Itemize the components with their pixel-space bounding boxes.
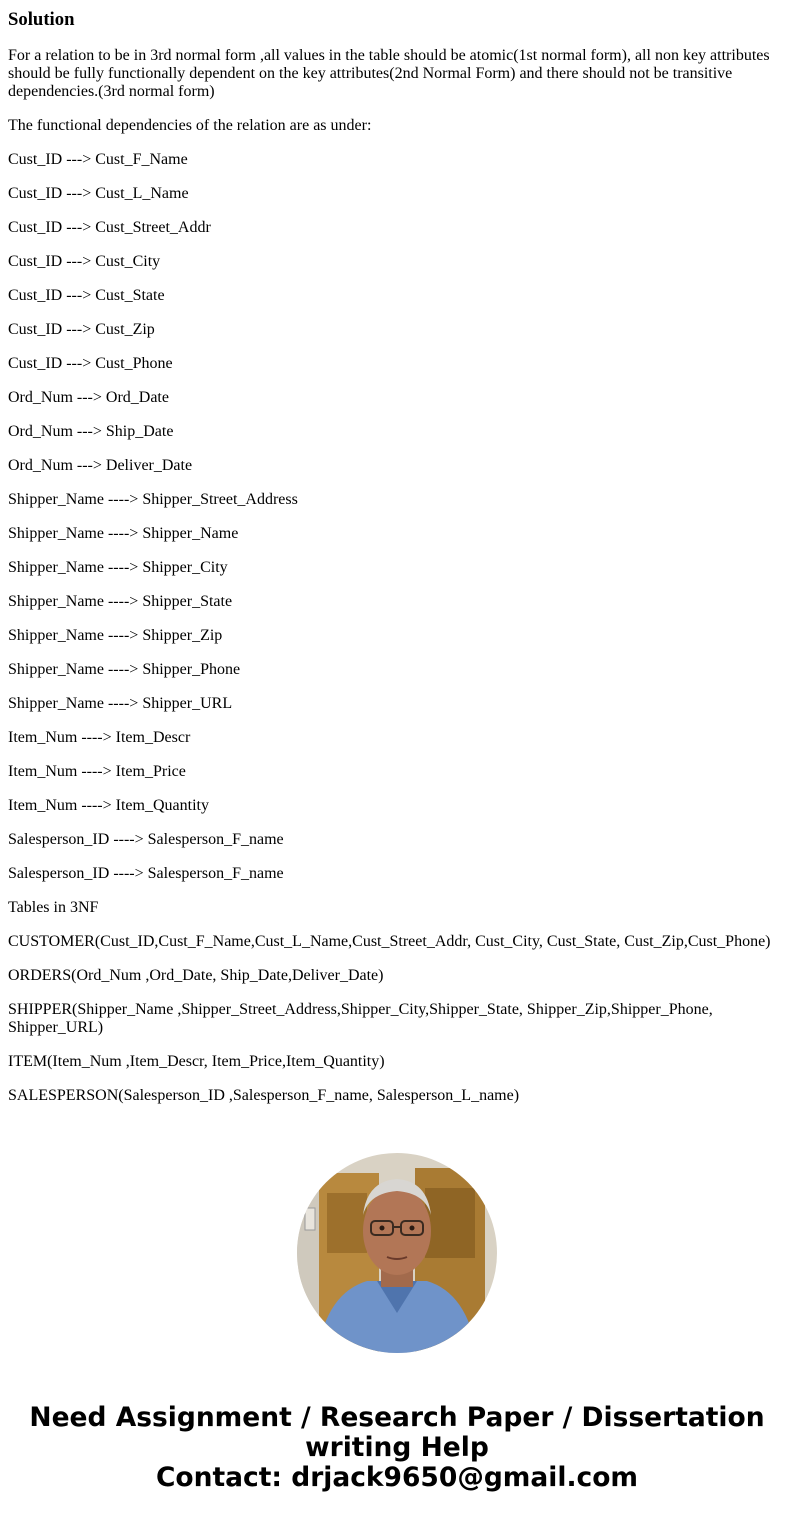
table-list	[8, 933, 786, 1105]
dependency-line: Shipper_Name ----> Shipper_Name	[8, 525, 239, 542]
dependency-line: Cust_ID ---> Cust_Street_Addr	[8, 219, 211, 236]
table-definition: CUSTOMER(Cust_ID,Cust_F_Name,Cust_L_Name,Cust_Street_Addr, Cust_City, Cust_State, Cust_Zip,Cust_Phone)	[8, 933, 771, 950]
table-definition: ORDERS(Ord_Num ,Ord_Date, Ship_Date,Deliver_Date)	[8, 967, 384, 984]
dependency-line: Shipper_Name ----> Shipper_State	[8, 593, 233, 610]
tables-heading: Tables in 3NF	[8, 899, 99, 916]
table-definition: SALESPERSON(Salesperson_ID ,Salesperson_F_name, Salesperson_L_name)	[8, 1087, 520, 1104]
promo-line-1: Need Assignment / Research Paper / Dissertation	[29, 1402, 765, 1433]
table-definition: ITEM(Item_Num ,Item_Descr, Item_Price,Item_Quantity)	[8, 1053, 385, 1070]
solution-document	[8, 0, 786, 1105]
promo-banner	[0, 1403, 794, 1493]
dependency-line: Item_Num ----> Item_Price	[8, 763, 186, 780]
dependency-line: Ord_Num ---> Ord_Date	[8, 389, 169, 406]
dependency-line: Item_Num ----> Item_Quantity	[8, 797, 209, 814]
dependency-line: Cust_ID ---> Cust_State	[8, 287, 165, 304]
dependency-line: Ord_Num ---> Deliver_Date	[8, 457, 193, 474]
dependency-line: Cust_ID ---> Cust_Zip	[8, 321, 155, 338]
table-definition: SHIPPER(Shipper_Name ,Shipper_Street_Address,Shipper_City,Shipper_State, Shipper_Zip,Shipper_Phone, Shipper_URL)	[8, 1001, 713, 1036]
dependency-line: Shipper_Name ----> Shipper_City	[8, 559, 228, 576]
dependency-line: Salesperson_ID ----> Salesperson_F_name	[8, 831, 284, 848]
dependency-line: Item_Num ----> Item_Descr	[8, 729, 191, 746]
dependency-line: Cust_ID ---> Cust_F_Name	[8, 151, 188, 168]
solution-title: Solution	[8, 9, 75, 30]
dependency-line: Salesperson_ID ----> Salesperson_F_name	[8, 865, 284, 882]
author-avatar	[297, 1153, 497, 1353]
dependency-line: Shipper_Name ----> Shipper_Phone	[8, 661, 241, 678]
dependency-line: Shipper_Name ----> Shipper_Zip	[8, 627, 223, 644]
promo-contact: Contact: drjack9650@gmail.com	[155, 1462, 639, 1493]
dependency-line: Shipper_Name ----> Shipper_Street_Address	[8, 491, 298, 508]
dependency-line: Cust_ID ---> Cust_L_Name	[8, 185, 189, 202]
dependency-list	[8, 151, 786, 883]
dependency-line: Shipper_Name ----> Shipper_URL	[8, 695, 233, 712]
promo-line-2: writing Help	[305, 1432, 489, 1463]
fd-heading: The functional dependencies of the relation are as under:	[8, 117, 372, 134]
dependency-line: Cust_ID ---> Cust_Phone	[8, 355, 173, 372]
avatar-photo	[297, 1153, 497, 1353]
dependency-line: Cust_ID ---> Cust_City	[8, 253, 161, 270]
intro-paragraph: For a relation to be in 3rd normal form ,all values in the table should be atomic(1st normal form), all non key attributes should be fully functionally dependent on the key attributes(2nd Normal Form) and there should not be transitive dependencies.(3rd normal form)	[8, 47, 770, 100]
dependency-line: Ord_Num ---> Ship_Date	[8, 423, 174, 440]
